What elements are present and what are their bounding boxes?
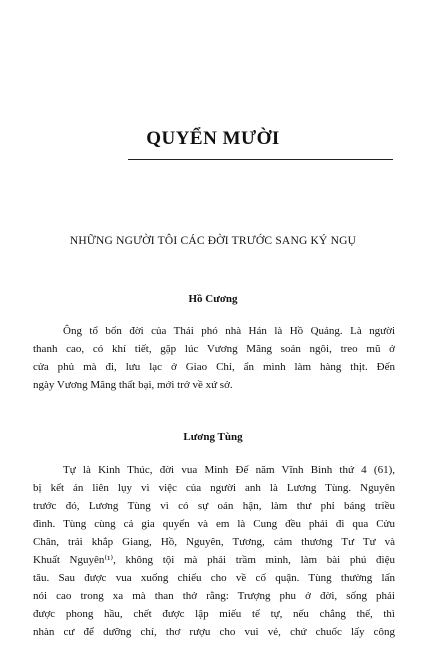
entry-paragraph-luong-tung [33,461,395,641]
paragraph-line: được phong hầu, chết được lập miếu tế tự, nếu chẳng thế, thì [33,608,395,620]
paragraph-line: thanh cao, có khí tiết, gặp lúc Vương Mãng soán ngôi, treo mũ ở [33,343,395,355]
paragraph-line: Khuất Nguyên⁽¹⁾, không tội mà phải trầm mình, làm bài phú điệu [33,554,395,566]
paragraph-line: ngày Vương Mãng thất bại, mới trở về xứ sở. [33,379,233,391]
section-title: NHỮNG NGƯỜI TÔI CÁC ĐỜI TRƯỚC SANG KÝ NGỤ [69,235,357,247]
entry-paragraph-ho-cuong [33,322,395,394]
paragraph-line: tâu. Sau được vua xuống chiếu cho về cố quận. Tùng thường lấn [33,572,395,584]
paragraph-line: Tự là Kinh Thúc, đời vua Minh Đế năm Vĩnh Bình thứ 4 (61), [63,464,395,476]
paragraph-line: cửa phủ mà đi, lưu lạc ở Giao Chỉ, ẩn mình làm hàng thịt. Đến [33,361,395,373]
paragraph-line: nhàn cư để dưỡng chí, thơ rượu cho vui vẻ, chứ chuốc lấy công [33,626,395,638]
paragraph-line: Ông tổ bốn đời của Thái phó nhà Hán là Hồ Quảng. Là người [63,325,395,337]
paragraph-line: nói cao trong xa mà than thở rằng: Trượng phu ở đời, sống phải [33,590,395,602]
entry-heading-luong-tung: Lương Tùng [183,431,243,443]
title-divider [128,159,393,160]
paragraph-line: Chân, trải khắp Giang, Hồ, Nguyên, Tương, cảm thương Tư Tư và [33,536,395,548]
entry-heading-ho-cuong: Hồ Cương [188,293,238,305]
paragraph-line: đình. Tùng cùng cả gia quyến và em là Cung đều phải đi qua Cửu [33,518,395,530]
paragraph-line: trước đó, Lương Tùng vì có sự oán hận, làm thư phỉ báng triều [33,500,395,512]
paragraph-line: bị kết án liên lụy vì việc của người anh là Lương Tùng. Nguyên [33,482,395,494]
chapter-title: QUYỂN MƯỜI [146,128,280,149]
